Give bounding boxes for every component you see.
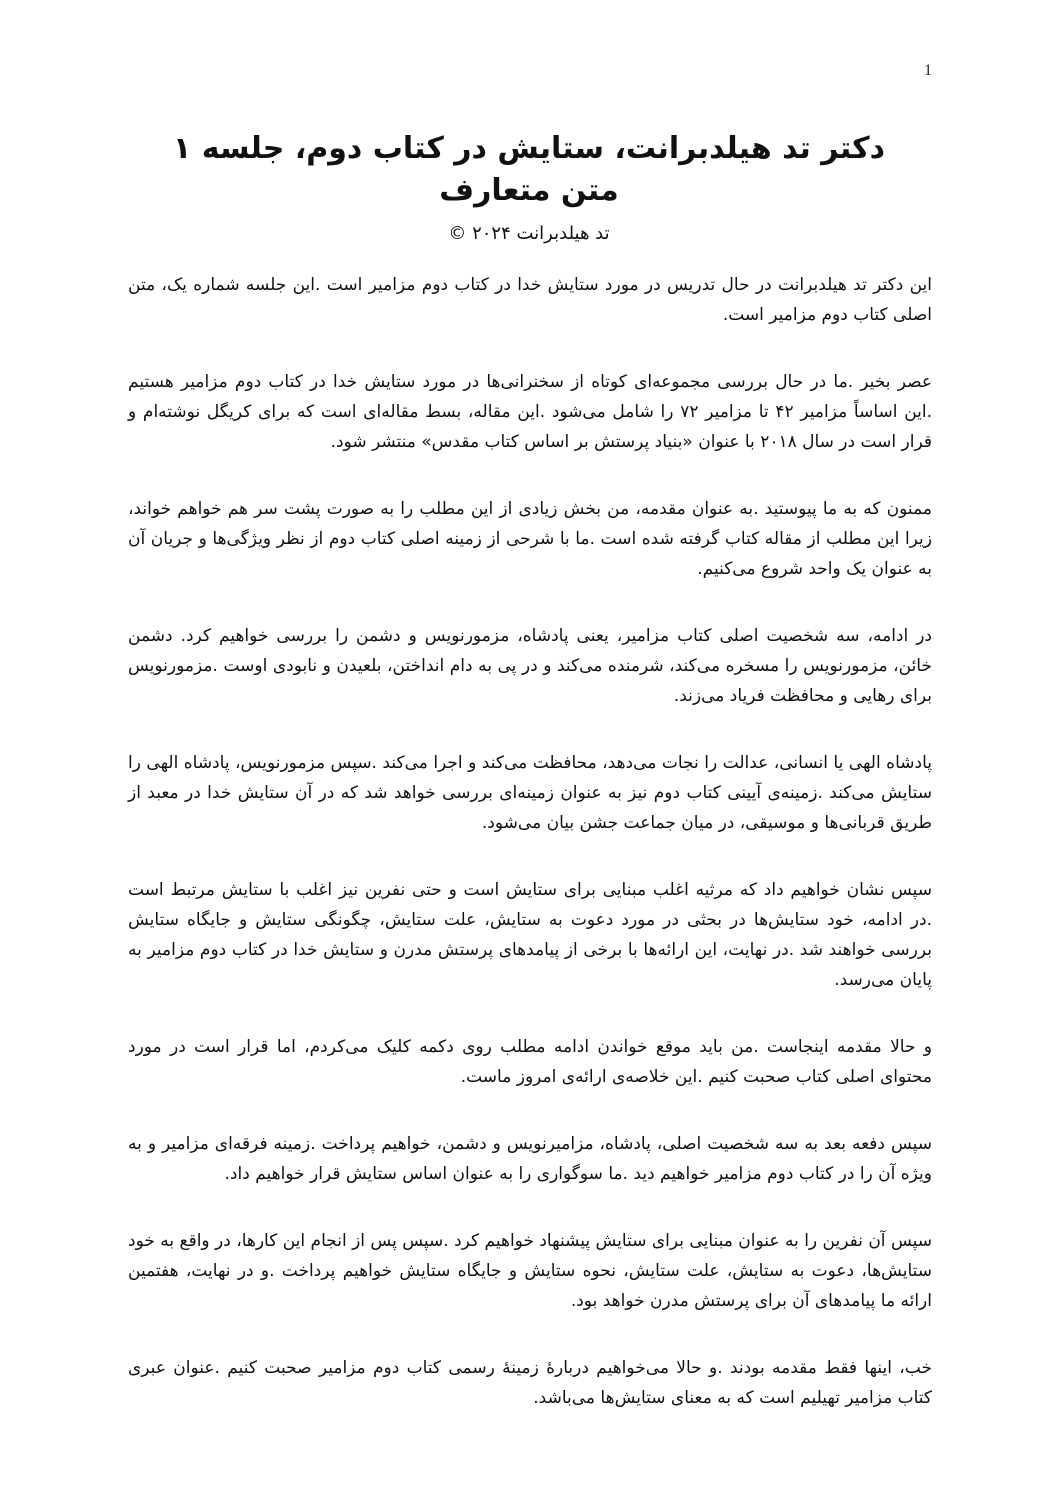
paragraph-4: در ادامه، سه شخصیت اصلی کتاب مزامیر، یعنی پادشاه، مزمورنویس و دشمن را بررسی خواهیم کرد. دشمن خائن، مزمورنویس را مسخره می‌کند، شرمنده می‌کند و در پی به دام انداختن، بلعیدن و نابودی اوست .مزمورنویس برای رهایی و محافظت فریاد می‌زند. [128, 626, 932, 706]
paragraph-8: سپس دفعه بعد به سه شخصیت اصلی، پادشاه، مزامیرنویس و دشمن، خواهیم پرداخت .زمینه فرقه‌ای مزامیر و به ویژه آن را در کتاب دوم مزامیر خواهیم دید .ما سوگواری را به عنوان اساس ستایش قرار خواهیم داد. [128, 1134, 932, 1184]
paragraph-2: عصر بخیر .ما در حال بررسی مجموعه‌ای کوتاه از سخنرانی‌ها در مورد ستایش خدا در کتاب دوم مزامیر هستیم .این اساساً مزامیر ۴۲ تا مزامیر ۷۲ را شامل می‌شود .این مقاله، بسط مقاله‌ای است که برای کریگل نوشته‌ام و قرار است در سال ۲۰۱۸ با عنوان «بنیاد پرستش بر اساس کتاب مقدس» منتشر شود. [128, 372, 933, 452]
paragraph-5: پادشاه الهی یا انسانی، عدالت را نجات می‌دهد، محافظت می‌کند و اجرا می‌کند .سپس مزمورنویس، پادشاه الهی را ستایش می‌کند .زمینه‌ی آیینی کتاب دوم نیز به عنوان زمینه‌ای بررسی خواهد شد که در آن ستایش خدا در معبد از طریق قربانی‌ها و موسیقی، در میان جماعت جشن بیان می‌شود. [128, 753, 932, 833]
paragraph-10: خب، اینها فقط مقدمه بودند .و حالا می‌خواهیم دربارهٔ زمینهٔ رسمی کتاب دوم مزامیر صحبت کنیم .عنوان عبری کتاب مزامیر تهیلیم است که به معنای ستایش‌ها می‌باشد. [128, 1358, 932, 1408]
copyright-line: تد هیلدبرانت ۲۰۲۴ © [448, 223, 610, 244]
document-subtitle: متن متعارف [439, 173, 619, 208]
paragraph-9: سپس آن نفرین را به عنوان مبنایی برای ستایش پیشنهاد خواهیم کرد .سپس پس از انجام این کارها، در واقع به خود ستایش‌ها، دعوت به ستایش، علت ستایش، نحوه ستایش و جایگاه ستایش خواهیم پرداخت .و در نهایت، هفتمین ارائه ما پیامدهای آن برای پرستش مدرن خواهد بود. [128, 1231, 932, 1311]
page-number: 1 [924, 62, 932, 79]
paragraph-1: این دکتر تد هیلدبرانت در حال تدریس در مورد ستایش خدا در کتاب دوم مزامیر است .این جلسه شماره یک، متن اصلی کتاب دوم مزامیر است. [128, 275, 932, 325]
paragraph-7: و حالا مقدمه اینجاست .من باید موقع خواندن ادامه مطلب روی دکمه کلیک می‌کردم، اما قرار است در مورد محتوای اصلی کتاب صحبت کنیم .این خلاصه‌ی ارائه‌ی امروز ماست. [128, 1037, 932, 1087]
document-body [128, 270, 932, 1450]
document-header [120, 128, 938, 248]
document-title: دکتر تد هیلدبرانت، ستایش در کتاب دوم، جلسه ۱ [173, 131, 885, 166]
paragraph-6: سپس نشان خواهیم داد که مرثیه اغلب مبنایی برای ستایش است و حتی نفرین نیز اغلب با ستایش مرتبط است .در ادامه، خود ستایش‌ها در بحثی در مورد دعوت به ستایش، علت ستایش، چگونگی ستایش و جایگاه ستایش بررسی خواهند شد .در نهایت، این ارائه‌ها با برخی از پیامدهای پرستش مدرن و ستایش خدا در کتاب دوم مزامیر به پایان می‌رسد. [128, 880, 932, 990]
paragraph-3: ممنون که به ما پیوستید .به عنوان مقدمه، من بخش زیادی از این مطلب را به صورت پشت سر هم خواهم خواند، زیرا این مطلب از مقاله کتاب گرفته شده است .ما با شرحی از زمینه اصلی کتاب دوم از نظر ویژگی‌ها و جریان آن به عنوان یک واحد شروع می‌کنیم. [128, 499, 932, 579]
